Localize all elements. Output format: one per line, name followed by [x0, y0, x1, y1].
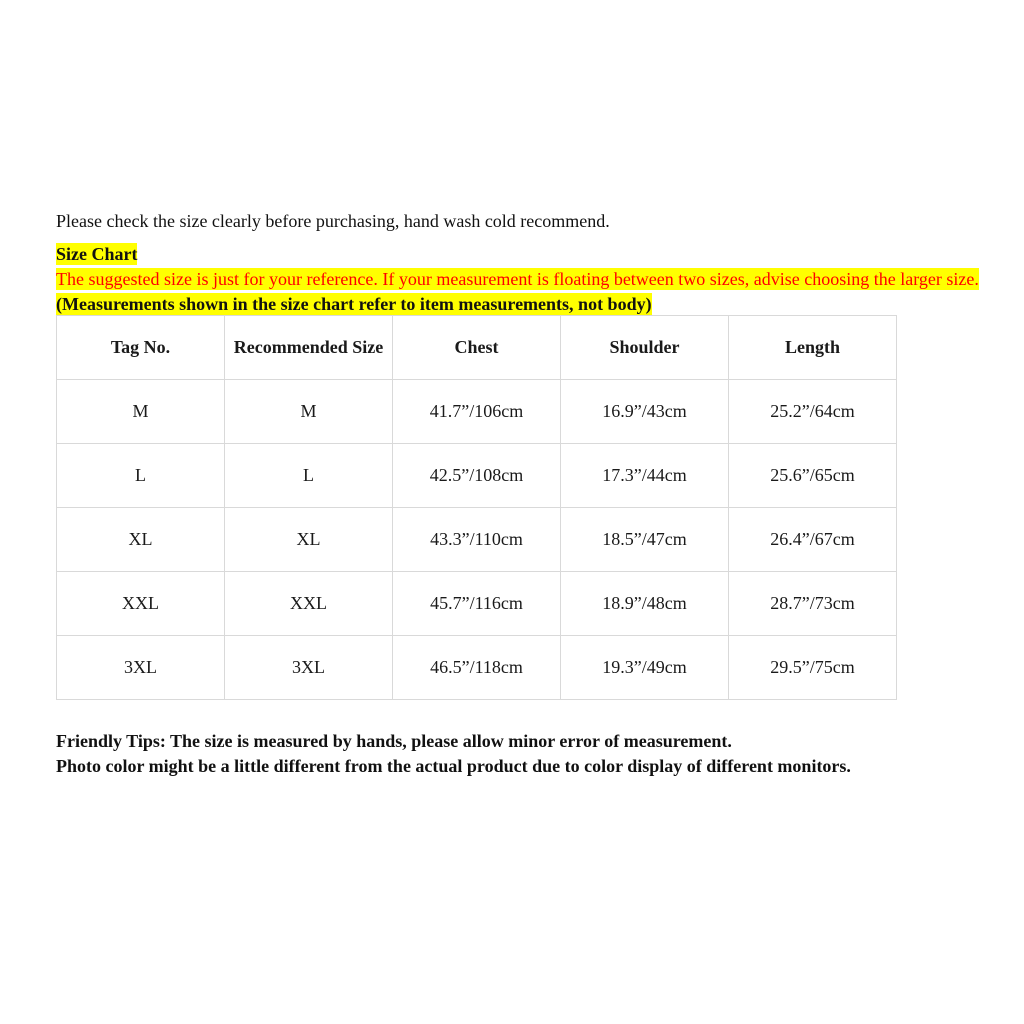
table-cell: 25.2”/64cm — [729, 380, 897, 444]
table-row — [57, 636, 897, 700]
header-shoulder: Shoulder — [561, 316, 729, 380]
header-tag-no: Tag No. — [57, 316, 225, 380]
table-row — [57, 380, 897, 444]
size-chart-title: Size Chart — [56, 244, 138, 264]
table-cell: 18.9”/48cm — [561, 572, 729, 636]
table-cell: 28.7”/73cm — [729, 572, 897, 636]
table-cell: L — [225, 444, 393, 508]
table-cell: 17.3”/44cm — [561, 444, 729, 508]
measurement-note: (Measurements shown in the size chart refer to item measurements, not body) — [56, 294, 652, 314]
friendly-tips-line-2: Photo color might be a little different from the actual product due to color display of different monitors. — [56, 756, 851, 776]
table-row — [57, 508, 897, 572]
table-cell: 3XL — [57, 636, 225, 700]
clipped-care-instruction-text: Please check the size clearly before purchasing, hand wash cold recommend. — [56, 211, 610, 231]
suggested-size-note: The suggested size is just for your reference. If your measurement is floating between two sizes, advise choosing the larger size. — [56, 269, 979, 289]
table-cell: 16.9”/43cm — [561, 380, 729, 444]
table-cell: M — [57, 380, 225, 444]
table-cell: 26.4”/67cm — [729, 508, 897, 572]
table-row — [57, 444, 897, 508]
table-cell: M — [225, 380, 393, 444]
table-header-row — [57, 316, 897, 380]
table-cell: 42.5”/108cm — [393, 444, 561, 508]
table-cell: 29.5”/75cm — [729, 636, 897, 700]
size-table — [56, 315, 897, 700]
table-cell: 46.5”/118cm — [393, 636, 561, 700]
table-cell: XL — [57, 508, 225, 572]
table-cell: 25.6”/65cm — [729, 444, 897, 508]
header-recommended-size: Recommended Size — [225, 316, 393, 380]
clipped-care-instruction-line — [56, 211, 636, 233]
table-cell: XXL — [57, 572, 225, 636]
table-cell: L — [57, 444, 225, 508]
table-cell: 41.7”/106cm — [393, 380, 561, 444]
table-cell: 19.3”/49cm — [561, 636, 729, 700]
table-cell: 45.7”/116cm — [393, 572, 561, 636]
header-length: Length — [729, 316, 897, 380]
table-cell: 18.5”/47cm — [561, 508, 729, 572]
table-cell: XXL — [225, 572, 393, 636]
table-cell: 3XL — [225, 636, 393, 700]
table-row — [57, 572, 897, 636]
friendly-tips — [56, 729, 851, 779]
table-cell: 43.3”/110cm — [393, 508, 561, 572]
table-cell: XL — [225, 508, 393, 572]
header-chest: Chest — [393, 316, 561, 380]
friendly-tips-line-1: Friendly Tips: The size is measured by hands, please allow minor error of measurement. — [56, 731, 732, 751]
